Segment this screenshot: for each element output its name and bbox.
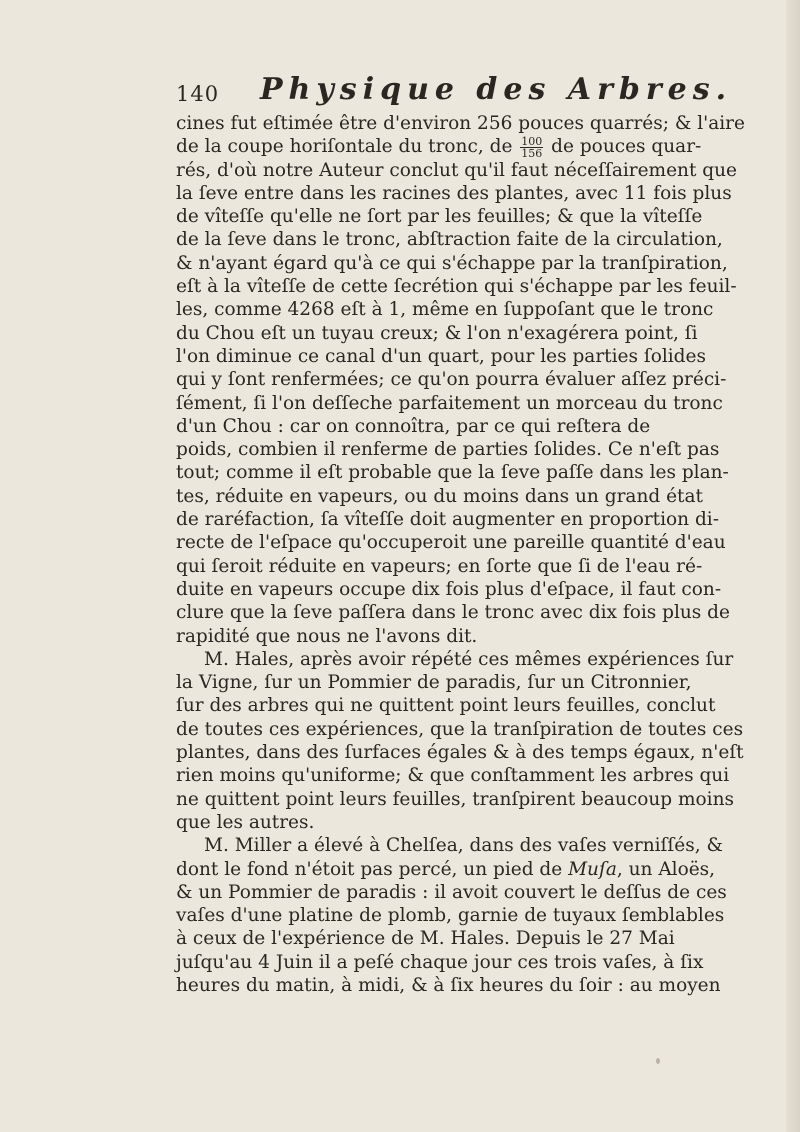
fraction (520, 136, 543, 159)
text-run: rés, d'où notre Auteur conclut qu'il faut néceſſairement que (176, 159, 737, 181)
fraction-numerator: 100 (521, 134, 543, 148)
text-line (176, 392, 723, 415)
text-run: rapidité que nous ne l'avons dit. (176, 625, 478, 647)
text-line (176, 368, 727, 391)
text-run: dont le fond n'étoit pas percé, un pied de (176, 858, 569, 880)
text-run: , un Aloës, (616, 858, 716, 880)
text-run: poids, combien il renferme de parties ſolides. Ce n'eſt pas (176, 439, 720, 461)
text-run: à ceux de l'expérience de M. Hales. Depuis le 27 Mai (176, 928, 675, 950)
text-run: heures du matin, à midi, & à ſix heures du ſoir : au moyen (176, 974, 721, 996)
text-run: juſqu'au 4 Juin il a peſé chaque jour ces trois vaſes, à ſix (176, 951, 704, 973)
text-line (176, 904, 725, 927)
text-run: ne quittent point leurs feuilles, tranſpirent beaucoup moins (176, 788, 734, 810)
text-run: tes, réduite en vapeurs, ou du moins dans un grand état (176, 485, 703, 507)
running-title: Physique des Arbres. (260, 72, 733, 107)
text-line (176, 927, 675, 950)
text-line (176, 345, 706, 368)
text-run: les, comme 4268 eſt à 1, même en ſuppoſant que le tronc (176, 299, 714, 321)
text-run: duite en vapeurs occupe dix fois plus d'eſpace, il faut con- (176, 578, 722, 600)
text-run: que les autres. (176, 811, 315, 833)
text-run: & n'ayant égard qu'à ce qui s'échappe par la tranſpiration, (176, 252, 728, 274)
text-line (176, 531, 726, 554)
text-run: vaſes d'une platine de plomb, garnie de tuyaux ſemblables (176, 905, 725, 927)
text-line (176, 205, 703, 228)
text-line (176, 671, 692, 694)
text-run: d'un Chou : car on connoîtra, par ce qui reſtera de (176, 415, 651, 437)
text-run: cines fut eſtimée être d'environ 256 pouces quarrés; & l'aire (176, 113, 745, 134)
text-run: tout; comme il eſt probable que la ſeve paſſe dans les plan- (176, 462, 729, 484)
text-line (176, 134, 702, 160)
text-line (176, 625, 644, 648)
text-line (176, 834, 723, 857)
text-line (176, 718, 744, 741)
text-run: clure que la ſeve paſſera dans le tronc avec dix fois plus de (176, 602, 730, 624)
text-line (176, 275, 737, 298)
text-line (176, 578, 722, 601)
text-line (176, 811, 644, 834)
text-run: de toutes ces expériences, que la tranſpiration de toutes ces (176, 718, 744, 740)
text-line (176, 182, 732, 205)
text-line (176, 438, 720, 461)
text-line (176, 485, 703, 508)
text-line (176, 228, 723, 251)
text-run: de vîteſſe qu'elle ne ſort par les feuilles; & que la vîteſſe (176, 206, 703, 228)
text-line (176, 648, 734, 671)
text-run: qui ſeroit réduite en vapeurs; en ſorte que ſi de l'eau ré- (176, 555, 703, 577)
text-line (176, 951, 704, 974)
text-run: ſur des arbres qui ne quittent point leurs feuilles, conclut (176, 695, 716, 717)
text-run: l'on diminue ce canal d'un quart, pour les parties ſolides (176, 345, 706, 367)
text-line (176, 555, 703, 578)
text-run: recte de l'eſpace qu'occuperoit une pareille quantité d'eau (176, 532, 726, 554)
text-run: la Vigne, ſur un Pommier de paradis, ſur un Citronnier, (176, 672, 692, 694)
text-run: de pouces quar- (545, 136, 702, 158)
text-run: ſément, ſi l'on deſſeche parfaitement un morceau du tronc (176, 392, 723, 414)
body-text (176, 112, 745, 997)
text-line (176, 159, 737, 182)
text-line (176, 881, 727, 904)
text-line (176, 461, 729, 484)
text-run: de la coupe horiſontale du tronc, de (176, 136, 519, 158)
text-line (176, 764, 730, 787)
italic-term: Muſa (568, 858, 617, 880)
text-run: de raréfaction, ſa vîteſſe doit augmenter en proportion di- (176, 509, 719, 531)
page-number: 140 (176, 82, 220, 106)
text-run: M. Miller a élevé à Chelſea, dans des vaſes verniſſés, & (204, 835, 723, 857)
text-run: rien moins qu'uniforme; & que conſtamment les arbres qui (176, 765, 730, 787)
text-line (176, 694, 716, 717)
text-line (176, 788, 734, 811)
text-line (176, 322, 698, 345)
running-header (176, 72, 733, 112)
text-run: eſt à la vîteſſe de cette ſecrétion qui s'échappe par les feuil- (176, 276, 737, 298)
text-line (176, 601, 730, 624)
text-line (176, 741, 744, 764)
text-run: plantes, dans des ſurfaces égales & à des temps égaux, n'eſt (176, 742, 744, 764)
page-edge-shadow (786, 0, 800, 1132)
text-run: du Chou eſt un tuyau creux; & l'on n'exagérera point, ſi (176, 322, 698, 344)
text-line (176, 252, 728, 275)
text-line (176, 974, 721, 997)
text-line (176, 112, 745, 135)
text-run: la ſeve entre dans les racines des plantes, avec 11 fois plus (176, 182, 732, 204)
text-run: qui y ſont renfermées; ce qu'on pourra évaluer aſſez préci- (176, 369, 727, 391)
text-run: & un Pommier de paradis : il avoit couvert le deſſus de ces (176, 881, 727, 903)
text-line (176, 298, 714, 321)
text-run: M. Hales, après avoir répété ces mêmes expériences ſur (204, 648, 734, 670)
text-line (176, 415, 651, 438)
text-line (176, 858, 716, 881)
text-line (176, 508, 719, 531)
ink-speck (656, 1058, 660, 1064)
text-run: de la ſeve dans le tronc, abſtraction faite de la circulation, (176, 229, 723, 251)
fraction-denominator: 156 (521, 146, 543, 160)
